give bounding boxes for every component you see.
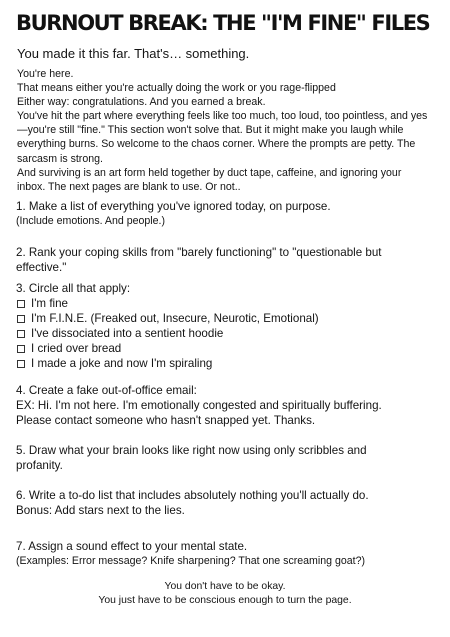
checklist-item[interactable] <box>16 356 436 371</box>
checklist-item[interactable] <box>16 326 436 341</box>
checkbox-icon[interactable] <box>17 315 25 323</box>
prompt-1-note: (Include emotions. And people.) <box>16 215 165 227</box>
prompt-2 <box>16 245 436 275</box>
intro-line: everything burns. So welcome to the chaos corner. Where the prompts are petty. The <box>17 138 416 151</box>
closing-note <box>0 580 450 608</box>
checklist-item[interactable] <box>16 341 436 356</box>
intro-line: inbox. The next pages are blank to use. Or not.. <box>17 180 241 193</box>
checklist-item-label: I cried over bread <box>31 342 122 355</box>
prompt-3-text: 3. Circle all that apply: <box>16 282 131 295</box>
intro-line: You're here. <box>17 68 74 80</box>
prompt-4-example: EX: Hi. I'm not here. I'm emotionally congested and spiritually buffering. <box>16 399 382 412</box>
prompt-7-text: 7. Assign a sound effect to your mental state. <box>16 540 248 553</box>
intro-line: —you're still "fine." This section won't solve that. But it might make you laugh while <box>17 124 404 137</box>
prompt-3 <box>16 281 436 371</box>
checklist-item-label: I'm F.I.N.E. (Freaked out, Insecure, Neurotic, Emotional) <box>31 312 319 325</box>
checklist-item-label: I'm fine <box>31 297 69 310</box>
prompt-4-example-cont: Please contact someone who hasn't snapped yet. Thanks. <box>16 414 316 427</box>
prompt-2-text-cont: effective." <box>16 261 67 274</box>
intro-line: Either way: congratulations. And you earned a break. <box>17 96 266 109</box>
prompt-5-text-cont: profanity. <box>16 459 63 472</box>
intro-line: That means either you're actually doing the work or you rage-flipped <box>17 82 336 95</box>
checklist-item[interactable] <box>16 296 436 311</box>
checklist-item[interactable] <box>16 311 436 326</box>
closing-line: You just have to be conscious enough to turn the page. <box>98 595 352 607</box>
prompt-7-examples: (Examples: Error message? Knife sharpening? That one screaming goat?) <box>16 555 365 567</box>
prompt-6-bonus: Bonus: Add stars next to the lies. <box>16 504 185 517</box>
checklist-item-label: I made a joke and now I'm spiraling <box>31 357 213 370</box>
checkbox-icon[interactable] <box>17 330 25 338</box>
intro-line: sarcasm is strong. <box>17 152 103 165</box>
prompt-6-text: 6. Write a to-do list that includes absolutely nothing you'll actually do. <box>16 489 369 502</box>
prompt-1-text: 1. Make a list of everything you've ignored today, on purpose. <box>16 200 331 213</box>
checkbox-icon[interactable] <box>17 345 25 353</box>
prompt-5 <box>16 443 436 473</box>
prompt-4-text: 4. Create a fake out-of-office email: <box>16 384 197 397</box>
closing-line: You don't have to be okay. <box>164 581 286 592</box>
page-title: BURNOUT BREAK: THE "I'M FINE" FILES <box>16 11 430 35</box>
checkbox-icon[interactable] <box>17 360 25 368</box>
page-subtitle: You made it this far. That's… something. <box>17 46 250 61</box>
prompt-7 <box>16 539 436 568</box>
prompt-6 <box>16 488 436 518</box>
prompt-1 <box>16 199 436 228</box>
checklist-item-label: I've dissociated into a sentient hoodie <box>31 327 224 340</box>
checkbox-icon[interactable] <box>17 300 25 308</box>
intro-line: And surviving is an art form held together by duct tape, caffeine, and ignoring your <box>17 166 402 179</box>
intro-paragraph <box>17 67 449 194</box>
prompt-4 <box>16 383 436 428</box>
prompt-2-text: 2. Rank your coping skills from "barely functioning" to "questionable but <box>16 246 382 259</box>
intro-line: You've hit the part where everything feels like too much, too loud, too pointless, and yes <box>17 110 428 123</box>
prompt-5-text: 5. Draw what your brain looks like right now using only scribbles and <box>16 444 367 457</box>
